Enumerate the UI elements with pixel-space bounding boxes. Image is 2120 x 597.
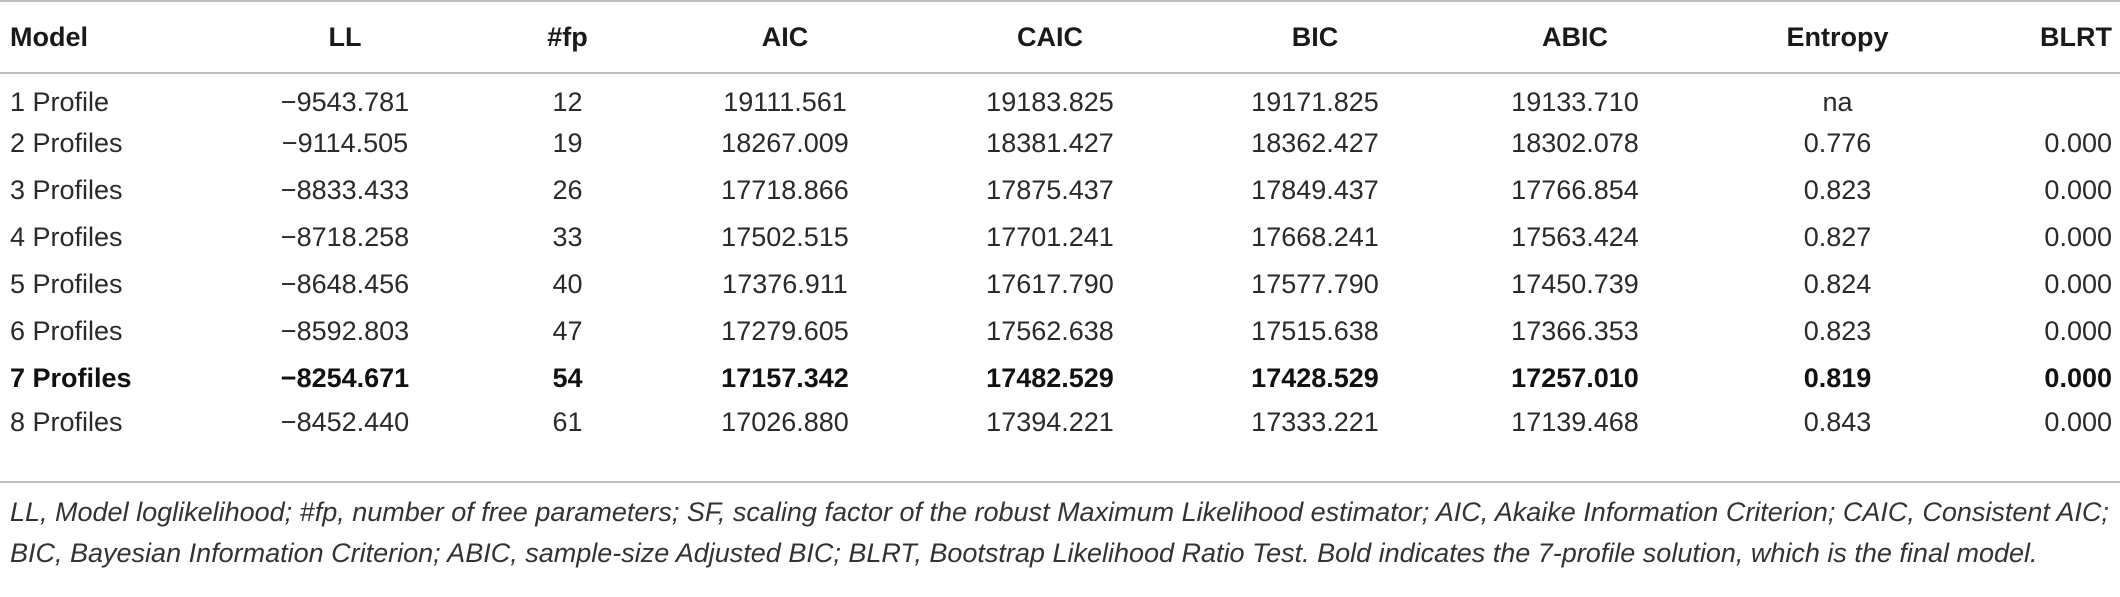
cell-fp: 61 <box>552 407 583 437</box>
cell-bic: 17849.437 <box>1251 175 1379 205</box>
cell-ll: −8452.440 <box>280 407 410 437</box>
cell-ll: −8254.671 <box>280 363 410 393</box>
cell-blrt: 0.000 <box>2044 407 2112 437</box>
header-ll: LL <box>210 1 480 73</box>
cell-aic: 17718.866 <box>721 175 849 205</box>
table-row-final-model <box>0 355 2120 402</box>
header-fp: #fp <box>480 1 655 73</box>
cell-entropy: 0.843 <box>1803 407 1872 437</box>
table-footnote: LL, Model loglikelihood; #fp, number of free parameters; SF, scaling factor of the robust Maximum Likelihood estimator; AIC, Akaike Information Criterion; CAIC, Consistent AIC; BIC, Bayesian Information Criterion; ABIC, sample-size Adjusted BIC; BLRT, Bootstrap Likelihood Ratio Test. Bold indicates the 7-profile solution, which is the final model. <box>10 497 2109 568</box>
cell-abic: 17139.468 <box>1511 407 1639 437</box>
header-aic: AIC <box>655 1 915 73</box>
header-blrt: BLRT <box>1970 1 2120 73</box>
cell-model: 1 Profile <box>10 86 110 117</box>
table-bottom-rule <box>0 481 2120 483</box>
table-row <box>0 167 2120 214</box>
cell-fp: 19 <box>552 128 583 158</box>
cell-model: 5 Profiles <box>10 269 123 299</box>
cell-abic: 17563.424 <box>1511 222 1639 252</box>
cell-fp: 40 <box>552 269 583 299</box>
cell-caic: 17482.529 <box>986 363 1114 393</box>
cell-fp: 12 <box>552 86 583 117</box>
cell-bic: 17428.529 <box>1251 363 1379 393</box>
header-bic: BIC <box>1185 1 1445 73</box>
cell-entropy: 0.819 <box>1803 363 1872 393</box>
cell-aic: 19111.561 <box>723 86 847 117</box>
cell-entropy: 0.776 <box>1803 128 1872 158</box>
cell-bic: 17668.241 <box>1251 222 1379 252</box>
cell-abic: 18302.078 <box>1511 128 1639 158</box>
cell-entropy: 0.824 <box>1803 269 1872 299</box>
cell-fp: 54 <box>552 363 583 393</box>
cell-entropy: 0.827 <box>1803 222 1872 252</box>
cell-blrt: 0.000 <box>2044 175 2112 205</box>
cell-abic: 17366.353 <box>1511 316 1639 346</box>
cell-aic: 17279.605 <box>721 316 849 346</box>
cell-ll: −8592.803 <box>280 316 410 346</box>
cell-blrt: 0.000 <box>2044 316 2112 346</box>
cell-bic: 17577.790 <box>1251 269 1379 299</box>
cell-aic: 17157.342 <box>721 363 849 393</box>
cell-aic: 17026.880 <box>721 407 849 437</box>
cell-ll: −8718.258 <box>280 222 410 252</box>
cell-blrt: 0.000 <box>2044 128 2112 158</box>
cell-caic: 17394.221 <box>986 407 1114 437</box>
cell-model: 3 Profiles <box>10 175 123 205</box>
header-abic: ABIC <box>1445 1 1705 73</box>
cell-caic: 17562.638 <box>986 316 1114 346</box>
cell-aic: 18267.009 <box>721 128 849 158</box>
cell-aic: 17502.515 <box>721 222 849 252</box>
header-caic: CAIC <box>915 1 1185 73</box>
cell-blrt: 0.000 <box>2044 222 2112 252</box>
cell-abic: 17257.010 <box>1511 363 1639 393</box>
cell-entropy: na <box>1822 86 1853 117</box>
cell-blrt <box>1970 73 2120 120</box>
cell-abic: 19133.710 <box>1511 86 1639 117</box>
cell-abic: 17450.739 <box>1511 269 1639 299</box>
cell-ll: −9114.505 <box>281 128 409 158</box>
header-entropy: Entropy <box>1705 1 1970 73</box>
cell-entropy: 0.823 <box>1803 316 1872 346</box>
table-row <box>0 308 2120 355</box>
cell-caic: 17617.790 <box>986 269 1114 299</box>
cell-entropy: 0.823 <box>1803 175 1872 205</box>
cell-ll: −8648.456 <box>280 269 410 299</box>
cell-aic: 17376.911 <box>722 269 848 299</box>
cell-bic: 18362.427 <box>1251 128 1379 158</box>
cell-bic: 17515.638 <box>1251 316 1379 346</box>
cell-fp: 33 <box>552 222 583 252</box>
cell-ll: −8833.433 <box>280 175 410 205</box>
table-row <box>0 261 2120 308</box>
table-row <box>0 120 2120 167</box>
cell-bic: 17333.221 <box>1251 407 1379 437</box>
cell-fp: 47 <box>552 316 583 346</box>
cell-blrt: 0.000 <box>2044 363 2112 393</box>
table-row <box>0 214 2120 261</box>
cell-abic: 17766.854 <box>1511 175 1639 205</box>
cell-fp: 26 <box>552 175 583 205</box>
cell-bic: 19171.825 <box>1251 86 1379 117</box>
header-model: Model <box>0 1 210 73</box>
cell-caic: 17875.437 <box>986 175 1114 205</box>
cell-caic: 17701.241 <box>986 222 1114 252</box>
cell-blrt: 0.000 <box>2044 269 2112 299</box>
cell-caic: 18381.427 <box>986 128 1114 158</box>
cell-model: 7 Profiles <box>10 363 132 393</box>
cell-model: 2 Profiles <box>10 128 123 158</box>
cell-model: 4 Profiles <box>10 222 123 252</box>
table-row <box>0 402 2120 449</box>
cell-model: 8 Profiles <box>10 407 123 437</box>
cell-caic: 19183.825 <box>986 86 1114 117</box>
cell-ll: −9543.781 <box>280 86 410 117</box>
header-row <box>0 1 2120 73</box>
table-row <box>0 73 2120 120</box>
cell-model: 6 Profiles <box>10 316 123 346</box>
